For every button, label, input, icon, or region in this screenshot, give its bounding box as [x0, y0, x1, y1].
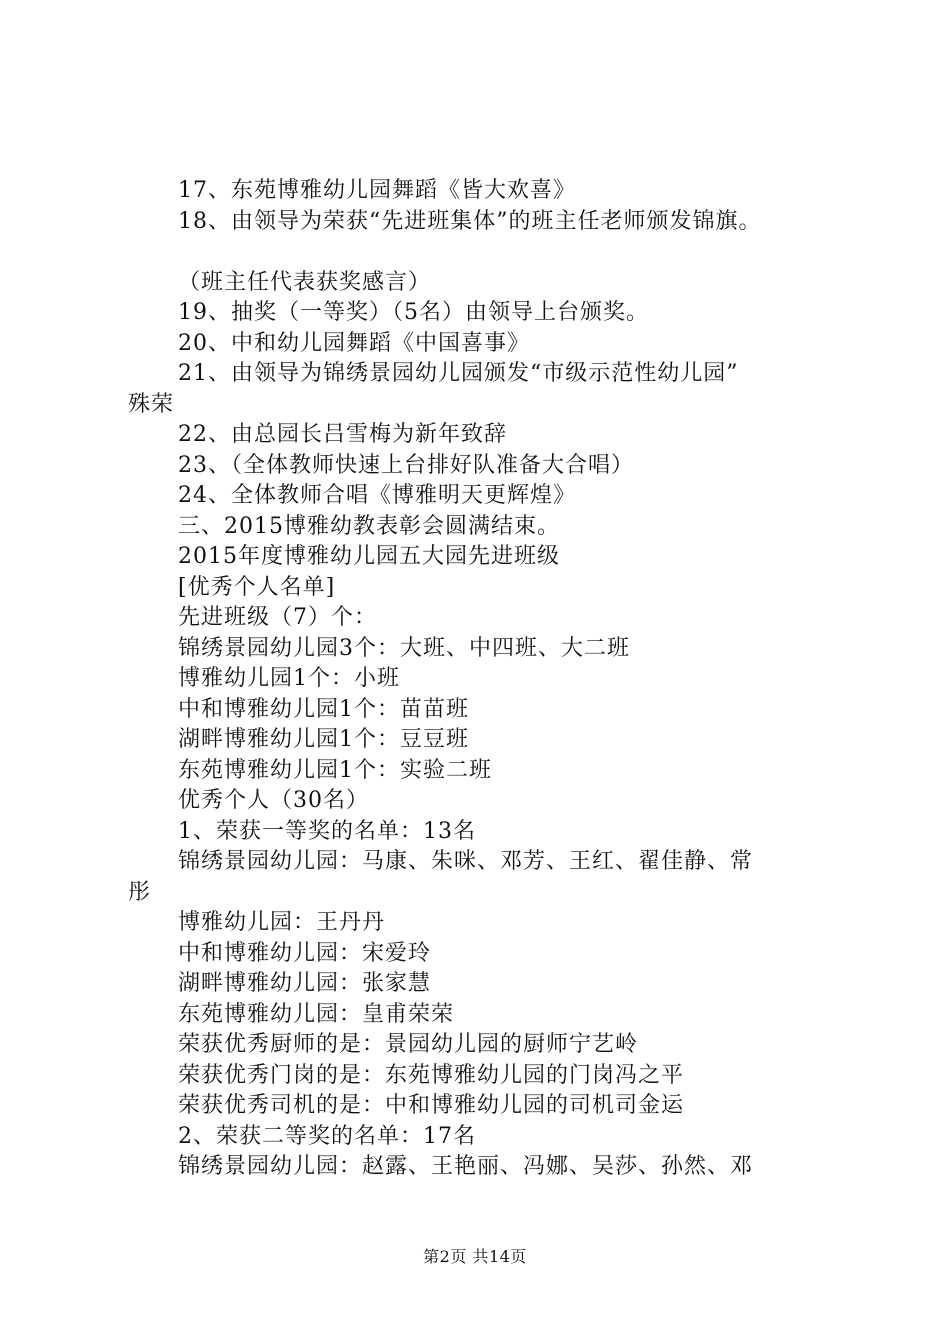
page-footer: 第2页 共14页: [423, 1247, 527, 1266]
first-prize-item: 博雅幼儿园：王丹丹: [178, 910, 386, 935]
first-prize-item-continued: 彤: [128, 879, 152, 905]
first-prize-heading: 1、荣获一等奖的名单：13名: [178, 818, 476, 844]
program-item-18: 18、由领导为荣获“先进班集体”的班主任老师颁发锦旗。: [178, 208, 762, 234]
advanced-class-item: 中和博雅幼儿园1个：苗苗班: [178, 696, 469, 722]
program-item-21: 21、由领导为锦绣景园幼儿园颁发“市级示范性幼儿园”: [178, 361, 739, 386]
advanced-class-item: 湖畔博雅幼儿园1个：豆豆班: [178, 727, 469, 752]
excellent-individuals-heading: 优秀个人（30名）: [178, 788, 369, 813]
first-prize-item: 湖畔博雅幼儿园：张家慧: [178, 971, 432, 996]
award-driver: 荣获优秀司机的是：中和博雅幼儿园的司机司金运: [178, 1093, 685, 1118]
program-item-20: 20、中和幼儿园舞蹈《中国喜事》: [178, 330, 530, 356]
award-gatekeeper: 荣获优秀门岗的是：东苑博雅幼儿园的门岗冯之平: [178, 1062, 685, 1088]
blank-line: [128, 237, 848, 268]
program-item-21-continued: 殊荣: [128, 391, 175, 417]
advanced-class-item: 东苑博雅幼儿园1个：实验二班: [178, 757, 492, 783]
program-item-17: 17、东苑博雅幼儿园舞蹈《皆大欢喜》: [178, 178, 576, 203]
program-closing: 三、2015博雅幼教表彰会圆满结束。: [178, 513, 560, 539]
award-chef: 荣获优秀厨师的是：景园幼儿园的厨师宁艺岭: [178, 1032, 639, 1057]
program-note: （班主任代表获奖感言）: [178, 269, 432, 295]
program-item-23: 23、（全体教师快速上台排好队准备大合唱）: [178, 452, 634, 478]
program-item-19: 19、抽奖（一等奖）（5名）由领导上台颁奖。: [178, 300, 649, 325]
section-heading: 2015年度博雅幼儿园五大园先进班级: [178, 544, 560, 569]
first-prize-item: 锦绣景园幼儿园：马康、朱咪、邓芳、王红、翟佳静、常: [178, 849, 754, 874]
advanced-class-item: 博雅幼儿园1个：小班: [178, 666, 400, 691]
advanced-classes-heading: 先进班级（7）个：: [178, 605, 377, 630]
program-item-24: 24、全体教师合唱《博雅明天更辉煌》: [178, 483, 576, 508]
program-item-22: 22、由总园长吕雪梅为新年致辞: [178, 422, 507, 447]
first-prize-item: 中和博雅幼儿园：宋爱玲: [178, 940, 432, 966]
advanced-class-item: 锦绣景园幼儿园3个：大班、中四班、大二班: [178, 635, 630, 661]
document-body: [128, 176, 848, 1183]
first-prize-item: 东苑博雅幼儿园：皇甫荣荣: [178, 1001, 455, 1027]
second-prize-item: 锦绣景园幼儿园：赵露、王艳丽、冯娜、吴莎、孙然、邓: [178, 1154, 754, 1179]
second-prize-heading: 2、荣获二等奖的名单：17名: [178, 1123, 476, 1149]
section-subheading: [优秀个人名单]: [178, 574, 336, 600]
